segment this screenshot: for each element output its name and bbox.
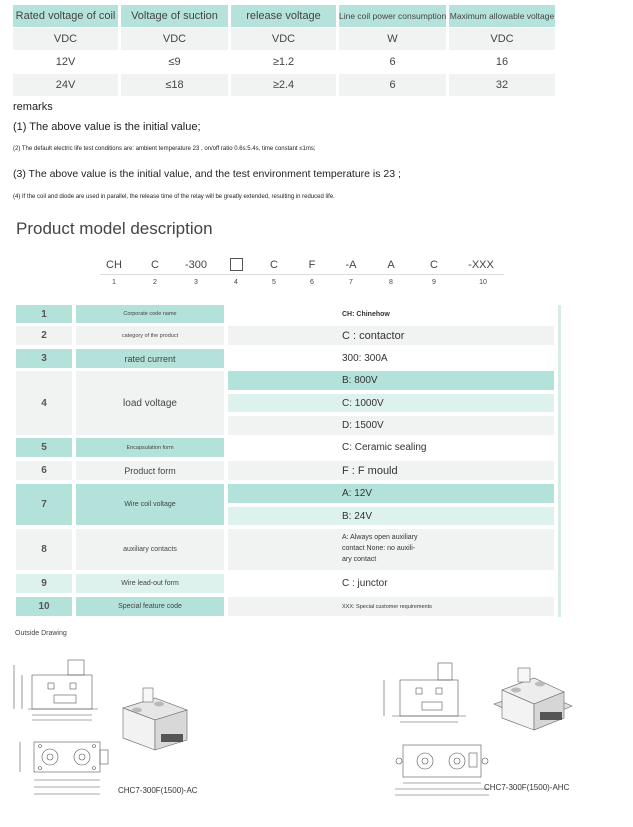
right-contactor-render [488,664,578,744]
spec-header-row [13,5,558,27]
remark-item: (2) The default electric life test conditions are: ambient temperature 23 , on/off ratio 0.6s:5.4s, time constant ≤1ms; [13,146,316,152]
model-code: -A [345,259,357,271]
desc-row-name: Encapsulation form [76,438,224,457]
model-code-number: 7 [349,279,353,286]
spec-cell: 6 [339,74,446,96]
model-code-number: 2 [153,279,157,286]
model-code-number: 4 [234,279,238,286]
desc-row-value: ary contact [342,556,377,563]
table-side-bar [558,305,561,617]
desc-row-value: B: 800V [228,371,554,390]
spec-row [13,74,558,96]
spec-cell: W [339,28,446,50]
desc-row-value: C: Ceramic sealing [342,442,427,453]
desc-row-number: 7 [16,484,72,525]
desc-row-value: 300: 300A [342,353,388,364]
model-code: -XXX [468,259,494,271]
remark-item: (3) The above value is the initial value, and the test environment temperature is 23 ; [13,168,401,180]
left-drawing-caption: CHC7-300F(1500)-AC [118,786,198,795]
desc-row-name: Wire coil voltage [76,484,224,525]
desc-row-value: C : contactor [228,326,554,345]
spec-cell: VDC [231,28,336,50]
model-code-number: 9 [432,279,436,286]
desc-row-value: CH: Chinehow [342,310,390,318]
desc-row-name: auxiliary contacts [76,529,224,570]
model-code-number: 5 [272,279,276,286]
spec-cell: 16 [449,51,555,73]
desc-row-number: 10 [16,597,72,616]
desc-row-value: contact None: no auxili- [342,545,416,552]
model-code: C [430,259,438,271]
desc-row-name: rated current [76,349,224,368]
spec-unit-row [13,28,558,50]
spec-cell: ≤9 [121,51,228,73]
desc-row-value: A: 12V [228,484,554,503]
desc-row-number: 2 [16,326,72,345]
model-code: C [151,259,159,271]
model-code: -300 [184,259,208,271]
spec-header-cell: Maximum allowable voltage [449,5,555,27]
desc-row-value: C: 1000V [228,394,554,412]
model-code-box [230,258,243,271]
desc-row-number: 9 [16,574,72,593]
model-code-number: 8 [389,279,393,286]
desc-row-name: load voltage [76,371,224,435]
spec-row [13,51,558,73]
spec-cell: 24V [13,74,118,96]
spec-cell: VDC [121,28,228,50]
spec-cell: ≥1.2 [231,51,336,73]
desc-row-name: Special feature code [76,597,224,616]
left-contactor-render [115,688,195,758]
spec-cell: VDC [13,28,118,50]
spec-cell: ≤18 [121,74,228,96]
spec-header-cell: Line coil power consumption [339,5,446,27]
section-title: Product model description [16,219,213,238]
remarks-heading: remarks [13,101,53,113]
drawing-heading: Outside Drawing [15,630,67,637]
spec-header-cell: Rated voltage of coil [13,5,118,27]
model-code: C [270,259,278,271]
model-code-number: 3 [194,279,198,286]
spec-table [13,5,558,97]
model-divider [100,274,504,275]
spec-header-cell: Voltage of suction [121,5,228,27]
desc-row-value: XXX: Special customer requirements [228,597,554,616]
desc-row-value-block [228,529,554,570]
spec-cell: VDC [449,28,555,50]
right-drawing-caption: CHC7-300F(1500)-AHC [484,783,570,792]
left-side-view-drawing [10,655,110,725]
desc-row-value: A: Always open auxiliary [342,534,418,541]
desc-row-number: 3 [16,349,72,368]
desc-row-number: 1 [16,305,72,323]
model-code: F [308,259,316,271]
desc-row-value: D: 1500V [228,416,554,435]
desc-row-value: F : F mould [228,461,554,480]
right-bottom-view-drawing [385,735,495,800]
spec-cell: 32 [449,74,555,96]
desc-row-name: Corporate code name [76,305,224,323]
desc-row-number: 6 [16,461,72,480]
spec-cell: 6 [339,51,446,73]
desc-row-number: 8 [16,529,72,570]
remark-item: (4) If the coil and diode are used in parallel, the release time of the relay will be greatly extended, resulting in reduced life. [13,194,335,200]
model-code-number: 10 [479,279,487,286]
model-code: CH [106,259,122,271]
right-side-view-drawing [376,658,476,728]
model-code-number: 6 [310,279,314,286]
left-bottom-view-drawing [10,732,120,802]
desc-row-name: Wire lead-out form [76,574,224,593]
desc-row-value: B: 24V [228,507,554,525]
remark-item: (1) The above value is the initial value; [13,121,201,133]
spec-cell: 12V [13,51,118,73]
spec-header-cell: release voltage [231,5,336,27]
model-code: A [387,259,395,271]
desc-row-name: category of the product [76,326,224,345]
spec-cell: ≥2.4 [231,74,336,96]
desc-row-value: C : junctor [342,578,388,589]
model-code-number: 1 [112,279,116,286]
desc-row-number: 5 [16,438,72,457]
desc-row-number: 4 [16,371,72,435]
desc-row-name: Product form [76,461,224,480]
